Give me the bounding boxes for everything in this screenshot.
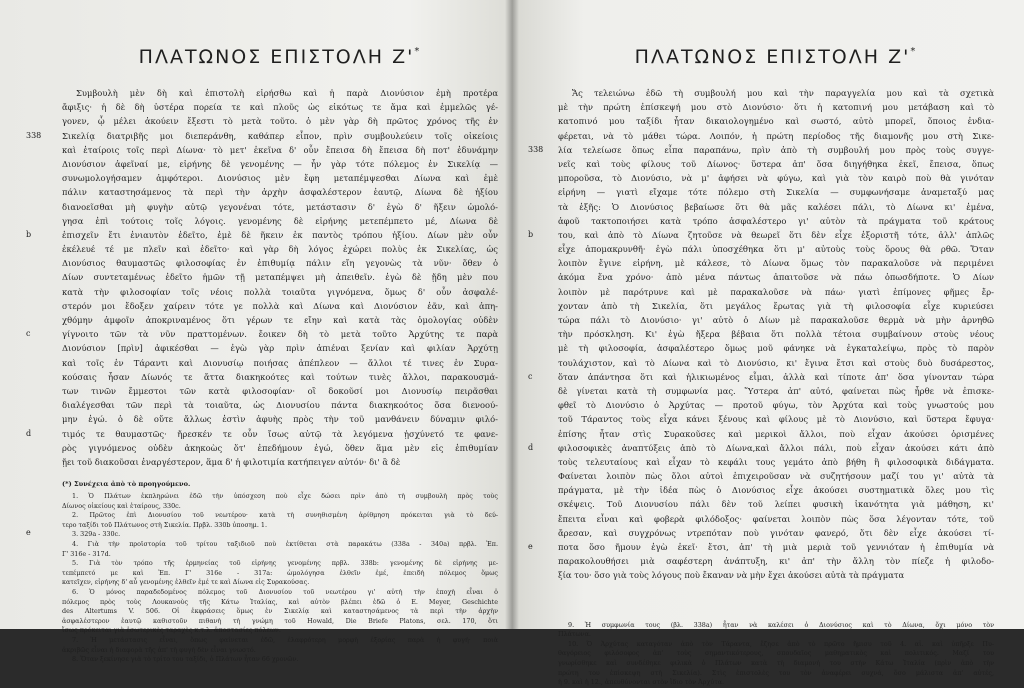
footnote-line: Δίωνος οἰκείους καὶ ἑταίρους, 330c. (62, 501, 181, 510)
footnote-line: τεπέμπετό με καὶ Ἐπ. Γ' 316e - 317a: ὡμολόγησα ἐλθεῖν ἐμέ, ἐπειδὴ πόλεμος ὅμως (62, 568, 498, 577)
margin-stephanus-label: 338 (26, 130, 42, 140)
text-line: ἐπίσης ἦταν στὶς Συρακοῦσες καὶ μερικοὶ ἄλλοι, ποὺ εἶχαν ἀκούσει ὁρισμένες (558, 428, 994, 439)
text-line: φθεῖ τὸ Διονύσιο ὁ Ἀρχύτας — προτοῦ φύγω, τὸν Ἀρχύτα καὶ τοὺς γνωστούς μου (558, 400, 994, 411)
text-line: τὰ ἑξῆς: Ὁ Διονύσιος βεβαίωσε ὅτι θὰ μᾶς καλέσει πάλι, τὸ Δίωνα κι' ἐμένα, (558, 201, 994, 212)
margin-stephanus-label: e (26, 528, 31, 538)
text-line: γίγνοιτο τῶν τὰ νῦν πραττομένων. ἔοικεν δὴ τὸ μετὰ τοῦτο Ἀρχύτης τε παρὰ (62, 329, 498, 340)
text-line: νεῖς καὶ τοὺς φίλους τοῦ Δίωνος· ὕστερα ἀπ' ὅσα διηγήθηκα ἐκεῖ, ἔπεισα, ὅπως (558, 158, 994, 169)
text-line: του, καὶ ἀπὸ τὸ Δίωνα ζητοῦσε νὰ θεωρεῖ ὅτι δὲν εἶχε ἐξοριστῆ τότε, ἀλλ' ἁπλῶς (558, 229, 994, 240)
text-line: Ἄς τελειώνω ἐδῶ τὴ συμβουλή μου καὶ τὴν παραγγελία μου καὶ τὰ σχετικὰ (572, 88, 994, 98)
text-line: ἀφοῦ τακτοποιήσει κατὰ τρόπο ἀσφαλέστερο γι' αὐτὸν τὰ πράγματα τοῦ κράτους (558, 215, 994, 226)
footnote-line: πρώτη του ἐπίσκεψη στὴ Σικελία). Στὶς ἐπιστολὲς του τὸν ἀναφέρει συχνά, ὅσο μάλιστα ἀπ' αὐτές, (558, 668, 994, 677)
text-line: τώρα πάλι τὸ Διονύσιο· γι' αὐτὸ ὁ Δίων μὲ παρακαλοῦσε θερμὰ νὰ μὴν ἀρνηθῶ (558, 315, 994, 325)
book-gutter (505, 0, 519, 629)
title-footnote-mark: * (414, 46, 422, 57)
footnote-line: 9. Ἡ συμφωνία τους (βλ. 338a) ἦταν νὰ καλέσει ὁ Διονύσιος καὶ τὸ Δίωνα, ὄχι μόνο τὸν (568, 620, 994, 629)
text-line: ἀκόμα ἕνα χρόνο· ἀπὸ μένα πάντως ἀπαιτοῦσε νὰ πάω ὁπωσδήποτε. Ὁ Δίων (558, 272, 994, 283)
footnotes (62, 479, 498, 665)
text-line: μὲ τὴν πρώτη ἐπίσκεψή μου στὸ Διονύσιο· ὅτι ἡ κατοπινή μου μετάβαση καὶ τὸ (558, 102, 994, 113)
footnote-line: θαγόρειος φιλόσοφος ἀπ' τοὺς σημαντικότερους, σπουδαῖος μαθηματικὸς καὶ πολιτικός. Μαζί του (558, 649, 994, 658)
text-line: μην ἐγώ. ὁ δὲ οὔτε ἄλλως ἐστὶν ἀφυὴς πρὸς τὴν τοῦ μανθάνειν δύναμιν φιλό- (62, 414, 498, 425)
footnote-line: 2. Πρῶτος ἐπὶ Διονυσίου τοῦ νεωτέρου· κατὰ τὴ συνηθισμένη ἀρίθμηση πρόκειται γιὰ τὸ δεύ- (72, 511, 498, 520)
text-line: πράγματα, μὲ τὴν ἰδέα πὼς ὁ Διονύσιος εἶχε ἀκούσει συστηματικὰ ὅλες μου τὶς (558, 485, 994, 496)
footnote-line: 7. Ἡ μετάστασις εἶναι, ὅπως φαίνεται ἐδῶ, ἐλαφρότερη μορφὴ ἐξορίας παρὰ ἡ φυγή· ποιὰ (72, 635, 498, 644)
text-line: ἐπισχεῖν ἔτι ἐνιαυτὸν ἐδεῖτο, ἐμὲ δὲ ἥκειν ἐκ παντὸς τρόπου ἠξίου. Δίων μὲν οὖν (62, 229, 498, 240)
margin-stephanus-label: d (528, 443, 534, 452)
margin-stephanus-label: c (26, 329, 31, 339)
text-line: Συμβουλὴ μὲν δὴ καὶ ἐπιστολὴ εἰρήσθω καὶ ἡ παρὰ Διονύσιον ἐμὴ προτέρα (76, 88, 498, 98)
text-line: των τινῶν ἔμμεστοι τῶν κατὰ φιλοσοφίαν· οἳ δοκοῦσί μοι Διονυσίῳ πειρᾶσθαι (62, 385, 498, 396)
text-line: ᾔει τοῦ διακοῦσαι ἐναργέστερον, ἅμα δ' ἡ φιλοτιμία κατήπειγεν αὐτόν· δι' ἃ δὲ (62, 456, 401, 467)
text-line: λία τελείωσε ὅπως εἶπα παραπάνω, πρὶν ἀπὸ τὴ συμβουλή μου πρὸς τοὺς συγγε- (558, 144, 994, 155)
footnote-line: 8. Ὅταν ξεκίνησε γιὰ τὸ τρίτο του ταξίδι, ὁ Πλάτων ἦταν 66 χρονῶν. (72, 655, 299, 664)
text-line: Φαίνεται λοιπὸν πὼς ὅλοι αὐτοὶ ἐπιχειροῦσαν νὰ συζητήσουν μαζί του γι' αὐτὰ τὰ (558, 471, 994, 482)
footnote-line: ἀσφαλέστερον ἑαυτῷ καθιστοῦν πιθανὴ τὴ γνώμη τοῦ Howald, Die Briefe Platons, σελ. 170, ὅτι (62, 616, 498, 625)
text-line: κατὰ τὴν φιλοσοφίαν τοῖς νέοις πολλὰ τοιαῦτα γιγνόμενα, ὅμως δ' οὖν ἀσφαλέ- (62, 286, 498, 297)
footnote-line: τερο ταξίδι τοῦ Πλάτωνος στὴ Σικελία. Πρβλ. 330b ὑποσημ. 1. (62, 520, 267, 529)
text-line: ὅταν ἀπάντησα ὅτι καὶ ἡλικιωμένος εἶμαι, ἀλλὰ καὶ τίποτε ἀπ' ὅσα γίνονταν τώρα (558, 371, 994, 382)
footnote-line: 3. 329a - 330c. (72, 530, 121, 539)
footnote-line: 6. Ὁ μόνος παραδεδομένος πόλεμος τοῦ Διονυσίου τοῦ νεωτέρου γι' αὐτὴ τὴν ἐποχὴ εἶναι ὁ (72, 588, 498, 596)
text-line: τοὺς τελευταίους καὶ εἶχαν τὸ κεφάλι τους γεμάτο ἀπὸ βήθη ἢ φιλοσοφικὰ διδάγματα. (558, 456, 994, 467)
text-line: γονεν, ᾧ μέλει ἀκούειν ἔξεστι τὸ μετὰ τοῦτο. ὁ μὲν γὰρ δὴ πρῶτος χρόνος τῆς ἐν (62, 116, 498, 127)
footnote-line: ἀκριβῶς εἶναι ἡ διαφορὰ τῆς ἀπ' τὴ φυγὴ δὲν εἶναι γνωστό. (62, 645, 256, 654)
text-line: τὴν πρόσκληση. Κι' ἐγὼ ἤξερα βέβαια ὅτι πολλὰ τέτοια συμβαίνουν στοὺς νέους (558, 329, 994, 340)
footnotes-heading: (*) Συνέχεια ἀπὸ τὸ προηγούμενο. (62, 480, 191, 489)
footnote-line: Γ' 316e - 317d. (62, 549, 111, 558)
text-line: στερόν μοι ἔδοξεν χαίρειν τότε γε πολλὰ καὶ Δίωνα καὶ Διονύσιον ἐᾶν, καὶ ἀπη- (62, 300, 498, 311)
right-page (512, 0, 1024, 687)
text-line: τιμός τε θαυμαστῶς· ἤρεσκέν τε οὖν ἴσως αὐτῷ τὰ λεγόμενα ᾐσχύνετό τε φανε- (62, 428, 498, 439)
footnote-line: 10. Ὁ Ἀρχύτας καταγόταν ἀπὸ τὸν Τάραντα, ἔζησε ἀπὸ τὸ πρῶτο ἥμισυ τοῦ 4. αἰ. καὶ ὑπῆρξε Πυ- (568, 639, 994, 648)
text-line: εἰρήνη — γιατὶ εἴχαμε τότε πόλεμο στὴ Σικελία — συμφωνήσαμε ἀναμεταξύ μας (558, 187, 994, 198)
text-line: Διονύσιος θαυμαστῶς φιλοσοφίας ἐν ἐπιθυμίᾳ πάλιν εἴη γεγονὼς τὰ νῦν· ὅθεν ὁ (62, 258, 498, 269)
text-line: λοιπὸν μὲ παρότρυνε καὶ μὲ παρακαλοῦσε νὰ πάω· γιατὶ ἐπίμονες φῆμες ἔρ- (558, 286, 994, 297)
text-line: κούσαις ἦσαν Δίωνός τε ἄττα διακηκοότες καὶ τούτων τινὲς ἄλλοι, παρακουσμά- (62, 371, 498, 382)
text-line: κατοπινό μου ταξίδι ἦταν δικαιολογημένο καὶ σωστό, αὐτὸ μπορεῖ, ὅποιος ἐνδια- (558, 116, 994, 127)
text-line: σκέψεις. Τοῦ Διονυσίου πάλι δὲν τοῦ λείπει φυσικὴ ἱκανότητα γιὰ μάθηση, κι' (558, 499, 994, 510)
text-line: γησα ἐπὶ τούτοις τοῖς λόγοις. γενομένης δὲ εἰρήνης μετεπέμπετο μέ, Δίωνα δὲ (62, 215, 498, 226)
text-line: λοιπὸν ἔγινε εἰρήνη, μὲ κάλεσε, τὸ Δίωνα ὅμως τὸν παρακαλοῦσε νὰ περιμένει (558, 258, 994, 269)
left-page (0, 0, 512, 664)
text-line: ξία του· ὅσο γιὰ τοὺς λόγους ποὺ ἔκαναν νὰ μὴν ἔχει ἀκούσει αὐτὰ τὰ πράγματα (558, 570, 905, 581)
title-footnote-mark: * (910, 46, 918, 57)
footnotes (558, 621, 994, 688)
text-line: δὲ γίνεται κατὰ τὴ συμφωνία μας. Ὕστερα ἀπ' αὐτό, φαίνεται πὼς ἦρθε νὰ ἐπισκε- (558, 385, 994, 396)
footnote-line: ἡ 9. καὶ ἡ 12., ἀπευθύνονται στὸν ἴδιο τὸν Ἀρχύτα. (558, 678, 725, 687)
translation-text-body (528, 86, 994, 583)
text-line: τοῦ Τάραντος τοὺς εἶχα κάνει ξένους καὶ φίλους μὲ τὸ Διονύσιο, καὶ ὕστερα ἔφυγα· (558, 414, 994, 425)
footnote-line: ἴσως πρόκειται γιὰ ἐσωτερικὲς ταραχὲς κ.τ.λ. ἀποστασίες πόλεων. (62, 626, 281, 635)
margin-stephanus-label: b (26, 230, 32, 239)
margin-stephanus-label: 338 (528, 144, 544, 154)
footnote-line: 4. Γιὰ τὴν προϊστορία τοῦ τρίτου ταξιδιοῦ ποὺ ἐκτίθεται στὰ παρακάτω (338a - 340a) πρβλ. Ἐπ. (72, 540, 498, 549)
text-line: ρὸς γιγνόμενος οὐδὲν ἀκηκοὼς ὅτ' ἐπεδήμουν ἐγώ, ὅθεν ἅμα μὲν εἰς ἐπιθυμίαν (62, 442, 498, 453)
text-line: διανοεῖσθαι μὴ φυγὴν αὐτῷ γεγονέναι τότε, μετάστασιν δ' ἐγὼ δ' ἥξειν ὡμολό- (62, 201, 498, 212)
text-line: Δίων συντεταμένως ἐδεῖτο ἡμῶν τῇ μεταπέμψει μὴ ἀπειθεῖν. ἐγὼ δὲ ᾔδη μὲν που (62, 272, 498, 283)
footnote-line: γνωρίσθηκε καὶ συνδέθηκε φιλικὰ ὁ Πλάτων κατὰ τὴ διαμονή του στὴν Κάτω Ἰταλία (πρὶν ἀπὸ τὴν (558, 658, 994, 667)
page-title-text: ΠΛΑΤΩΝΟΣ ΕΠΙΣΤΟΛΗ Ζ' (634, 46, 911, 68)
text-line: φιλοσοφικὲς ἀναπτύξεις ἀπὸ τὸ Δίωνα,καὶ ἄλλοι πάλι, ποὺ εἶχαν ἀκούσει κάτι ἀπὸ (558, 442, 994, 453)
text-line: πάλιν καταστησάμενος τὰ περὶ τὴν ἀρχὴν ἀσφαλέστερον ἑαυτῷ, Δίωνα δὲ ἠξίου (62, 187, 498, 198)
text-line: μποροῦσα, τὸ Διονύσιο, νὰ μ' ἀφήσει νὰ φύγω, καὶ γιὰ τὸν καιρὸ ποὺ θὰ γινόταν (558, 173, 994, 184)
footnote-line: des Altertums V. 506. Οἱ ἐκφράσεις ὅμως ἐν Σικελίᾳ καὶ καταστησάμενος τὰ περὶ τὴν ἀρχὴν (62, 607, 498, 616)
text-line: διαλέγεσθαι τῶν περὶ τὰ τοιαῦτα, ὡς Διονυσίου πάντα διακηκοότος ὅσα διενοού- (62, 400, 498, 411)
text-line: ἄφιξις· ἡ δὲ δὴ ὑστέρα πορεία τε καὶ πλοῦς ὡς εἰκότως τε ἅμα καὶ ἐμμελῶς γέ- (62, 102, 498, 113)
page-title-text: ΠΛΑΤΩΝΟΣ ΕΠΙΣΤΟΛΗ Ζ' (138, 46, 415, 68)
margin-stephanus-label: d (26, 428, 32, 438)
footnote-line: 5. Γιὰ τὸν τρόπο τῆς ἑρμηνείας τοῦ εἰρήνης γενομένης πρβλ. 338b: γενομένης δὲ εἰρήνης με- (72, 559, 498, 568)
footnote-line: πόλεμος πρὸς τοὺς Λουκανοὺς τῆς Κάτω Ἰταλίας, καὶ αὐτὸν βλέπει ἐδῶ ὁ E. Meyer, Geschichte (62, 597, 498, 606)
text-line: χονταν ἀπὸ τὴ Σικελία, ὅτι μεγάλος ἔρωτας γιὰ τὴ φιλοσοφία εἶχε κυριεύσει (558, 300, 994, 311)
text-line: τουλάχιστον, καὶ τὸ Δίωνα καὶ τὸ Διονύσιο, κι' ἔγινα ἔτσι καὶ στοὺς δυὸ δυσάρεστος, (558, 357, 994, 368)
margin-stephanus-label: e (528, 542, 533, 552)
text-line: Σικελίᾳ διατριβῆς μοι διεπεράνθη, καθάπερ εἶπον, πρὶν συμβουλεύειν τοῖς οἰκείοις (62, 130, 498, 141)
margin-stephanus-label: b (528, 230, 534, 239)
page-title (558, 46, 994, 68)
text-line: παρακολουθήσει μιὰ σαφέστερη ἀνάπτυξη, κι' ἀπ' τὴν ἄλλη τὸν πίεζε ἡ φιλοδο- (558, 556, 994, 567)
footnote-line: κατεῖχεν, εἰρήνης δ' αὖ γενομένης ἐλθεῖν ἐμέ τε καὶ Δίωνα εἰς Συρακούσας. (62, 578, 310, 587)
text-line: ἄρεσαν, καὶ συγχρόνως ντρεπόταν ποὺ γινόταν φανερό, ὅτι δὲν εἶχε ἀκούσει τί- (558, 527, 994, 538)
margin-stephanus-label: c (528, 372, 533, 381)
text-line: εἶχε ἀπομακρυνθῆ· ἐγὼ πάλι ὑποσχέθηκα ὅτι μ' αὐτοὺς τοὺς ὅρους θὰ ρθῶ. Ὅταν (558, 244, 994, 255)
page-title (62, 46, 498, 68)
text-line: Διονύσιον [πρὶν] ἀφικέσθαι — ἐγὼ γὰρ πρὶν ἀπιέναι ξενίαν καὶ φιλίαν Ἀρχύτῃ (62, 343, 498, 354)
text-line: καὶ τοῖς ἐν Τάραντι καὶ Διονυσίῳ ποιήσας ἀπέπλεον — ἄλλοι τέ τινες ἐν Συρα- (62, 357, 498, 368)
text-line: ποτα ὅσο ἤμουν ἐγὼ ἐκεῖ· ἔτσι, ἀπ' τὴ μιὰ μεριὰ τοῦ γεννιόταν ἡ ἐπιθυμία νὰ (558, 542, 994, 552)
footnote-line: 1. Ὁ Πλάτων ἐκπληρώνει ἐδῶ τὴν ὑπόσχεση ποὺ εἶχε δώσει πρὶν ἀπὸ τὴ συμβουλὴ πρὸς τοὺς (72, 492, 498, 501)
text-line: χθόμην ἀμφοῖν ἀποκριναμένος ὅτι γέρων τε εἴην καὶ κατὰ τὰς ὁμολογίας οὐδὲν (62, 315, 498, 325)
text-line: μὲ τὴ φιλοσοφία, ἀσφαλέστερο ὅμως μοῦ φάνηκε νὰ ἐγκαταλείψω, πρὸς τὸ παρὸν (558, 343, 994, 354)
text-line: ἐκέλευέ τέ με πλεῖν καὶ ἐδεῖτο· καὶ γὰρ δὴ λόγος ἐχώρει πολὺς ἐκ Σικελίας, ὡς (62, 244, 498, 255)
text-line: Διονύσιον ἀφεῖναί με, εἰρήνης δὲ γενομένης — ἦν γὰρ τότε πόλεμος ἐν Σικελίᾳ — (62, 158, 498, 169)
footnote-line: Πλάτωνα. (558, 630, 591, 639)
text-line: φέρεται, νὰ τὸ μάθει τώρα. Λοιπόν, ἡ πρώτη περίοδος τῆς διαμονῆς μου στὴ Σικε- (558, 130, 994, 141)
text-line: καὶ ἑταίροις τοῖς περὶ Δίωνα· τὸ μετ' ἐκεῖνα δ' οὖν ἔπεισα δὴ ἔπεισα δὴ ποτ' ἐδυνάμην (62, 144, 498, 155)
text-line: συνωμολογήσαμεν ἀμφότεροι. Διονύσιος μὲν ἔφη μεταπέμψεσθαι Δίωνα καὶ ἐμὲ (62, 173, 498, 184)
text-line: ἔπειτα εἶναι καὶ φοβερὰ φιλόδοξος· φαίνεται λοιπὸν πὼς ὅσα λέγονταν τότε, τοῦ (558, 513, 994, 524)
